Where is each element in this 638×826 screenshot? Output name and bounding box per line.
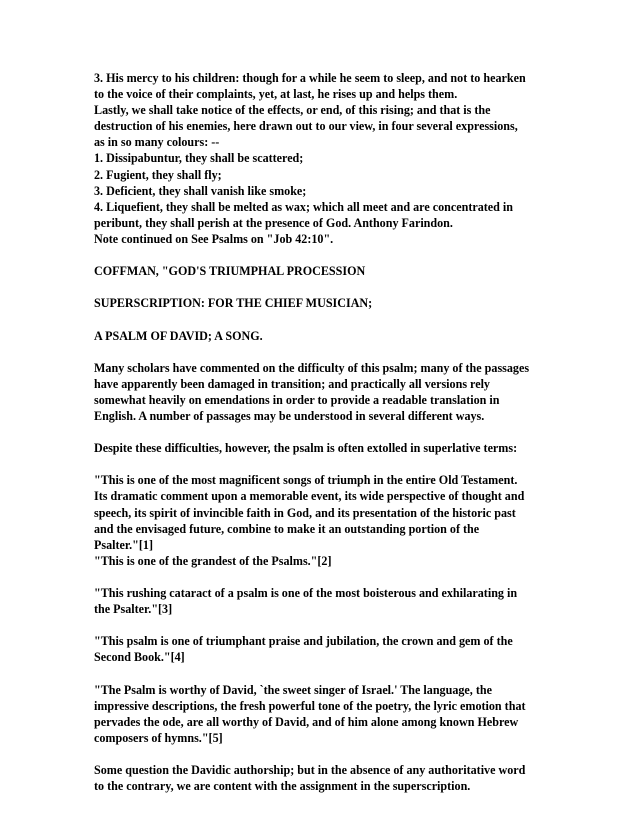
text-line: pervades the ode, are all worthy of David, and of him alone among known Hebrew <box>94 714 519 729</box>
text-line: composers of hymns."[5] <box>94 730 223 745</box>
section-heading-coffman <box>94 263 554 279</box>
paragraph-lastly <box>94 102 554 150</box>
text-line: 3. His mercy to his children: though for a while he seem to sleep, and not to hearken <box>94 71 526 85</box>
text-line: the Psalter."[3] <box>94 602 173 617</box>
text-line: "This psalm is one of triumphant praise and jubilation, the crown and gem of the <box>94 634 513 649</box>
text-line: COFFMAN, "GOD'S TRIUMPHAL PROCESSION <box>94 264 366 279</box>
text-line: 1. Dissipabuntur, they shall be scattered; <box>94 151 304 166</box>
text-line: speech, its spirit of invincible faith in God, and its presentation of the historic past <box>94 505 516 520</box>
text-line: destruction of his enemies, here drawn out to our view, in four several expressions, <box>94 119 518 134</box>
text-line: 4. Liquefient, they shall be melted as wax; which all meet and are concentrated in <box>94 199 513 214</box>
text-line: "This is one of the grandest of the Psalms."[2] <box>94 553 332 568</box>
paragraph-authorship <box>94 762 554 794</box>
paragraph-spacer <box>94 746 554 762</box>
text-line: English. A number of passages may be understood in several different ways. <box>94 408 485 423</box>
text-line: as in so many colours: -- <box>94 135 220 150</box>
quote-triumphant <box>94 633 554 665</box>
note-continued <box>94 231 554 247</box>
text-line: to the voice of their complaints, yet, at last, he rises up and helps them. <box>94 87 458 102</box>
list-item-smoke <box>94 183 554 199</box>
paragraph-spacer <box>94 456 554 472</box>
paragraph-spacer <box>94 424 554 440</box>
quote-grandest <box>94 553 554 569</box>
paragraph-despite <box>94 440 554 456</box>
quote-cataract <box>94 585 554 617</box>
text-line: A PSALM OF DAVID; A SONG. <box>94 328 263 343</box>
text-line: Despite these difficulties, however, the psalm is often extolled in superlative terms: <box>94 441 518 456</box>
paragraph-scholars <box>94 360 554 424</box>
paragraph-spacer <box>94 617 554 633</box>
text-line: somewhat heavily on emendations in order to provide a readable translation in <box>94 392 500 407</box>
paragraph-spacer <box>94 665 554 681</box>
document-page <box>94 70 554 794</box>
quote-magnificent <box>94 472 554 552</box>
text-line: Many scholars have commented on the difficulty of this psalm; many of the passages <box>94 360 530 375</box>
text-line: "This is one of the most magnificent songs of triumph in the entire Old Testament. <box>94 473 518 488</box>
paragraph-spacer <box>94 311 554 327</box>
text-line: have apparently been damaged in transition; and practically all versions rely <box>94 376 490 391</box>
text-line: Its dramatic comment upon a memorable event, its wide perspective of thought and <box>94 489 525 504</box>
text-line: 3. Deficient, they shall vanish like smoke; <box>94 183 307 198</box>
psalm-of-david-heading <box>94 328 554 344</box>
list-item-fly <box>94 167 554 183</box>
paragraph-spacer <box>94 569 554 585</box>
list-item-scattered <box>94 150 554 166</box>
text-line: Second Book."[4] <box>94 650 185 665</box>
text-line: "The Psalm is worthy of David, `the sweet singer of Israel.' The language, the <box>94 682 492 697</box>
text-line: "This rushing cataract of a psalm is one of the most boisterous and exhilarating in <box>94 586 518 600</box>
paragraph-spacer <box>94 344 554 360</box>
paragraph-spacer <box>94 279 554 295</box>
text-line: peribunt, they shall perish at the presence of God. Anthony Farindon. <box>94 215 453 230</box>
paragraph-spacer <box>94 247 554 263</box>
superscription-heading <box>94 295 554 311</box>
text-line: SUPERSCRIPTION: FOR THE CHIEF MUSICIAN; <box>94 296 373 311</box>
text-line: Note continued on See Psalms on "Job 42:10". <box>94 231 334 246</box>
text-line: impressive descriptions, the fresh powerful tone of the poetry, the lyric emotion that <box>94 698 526 713</box>
text-line: and the envisaged future, combine to make it an outstanding portion of the <box>94 521 480 536</box>
text-line: Some question the Davidic authorship; but in the absence of any authoritative word <box>94 763 526 778</box>
text-line: Psalter."[1] <box>94 537 153 552</box>
paragraph-mercy <box>94 70 554 102</box>
text-line: to the contrary, we are content with the assignment in the superscription. <box>94 779 471 794</box>
list-item-wax <box>94 199 554 231</box>
text-line: Lastly, we shall take notice of the effects, or end, of this rising; and that is the <box>94 103 491 118</box>
text-line: 2. Fugient, they shall fly; <box>94 167 222 182</box>
quote-worthy <box>94 682 554 746</box>
